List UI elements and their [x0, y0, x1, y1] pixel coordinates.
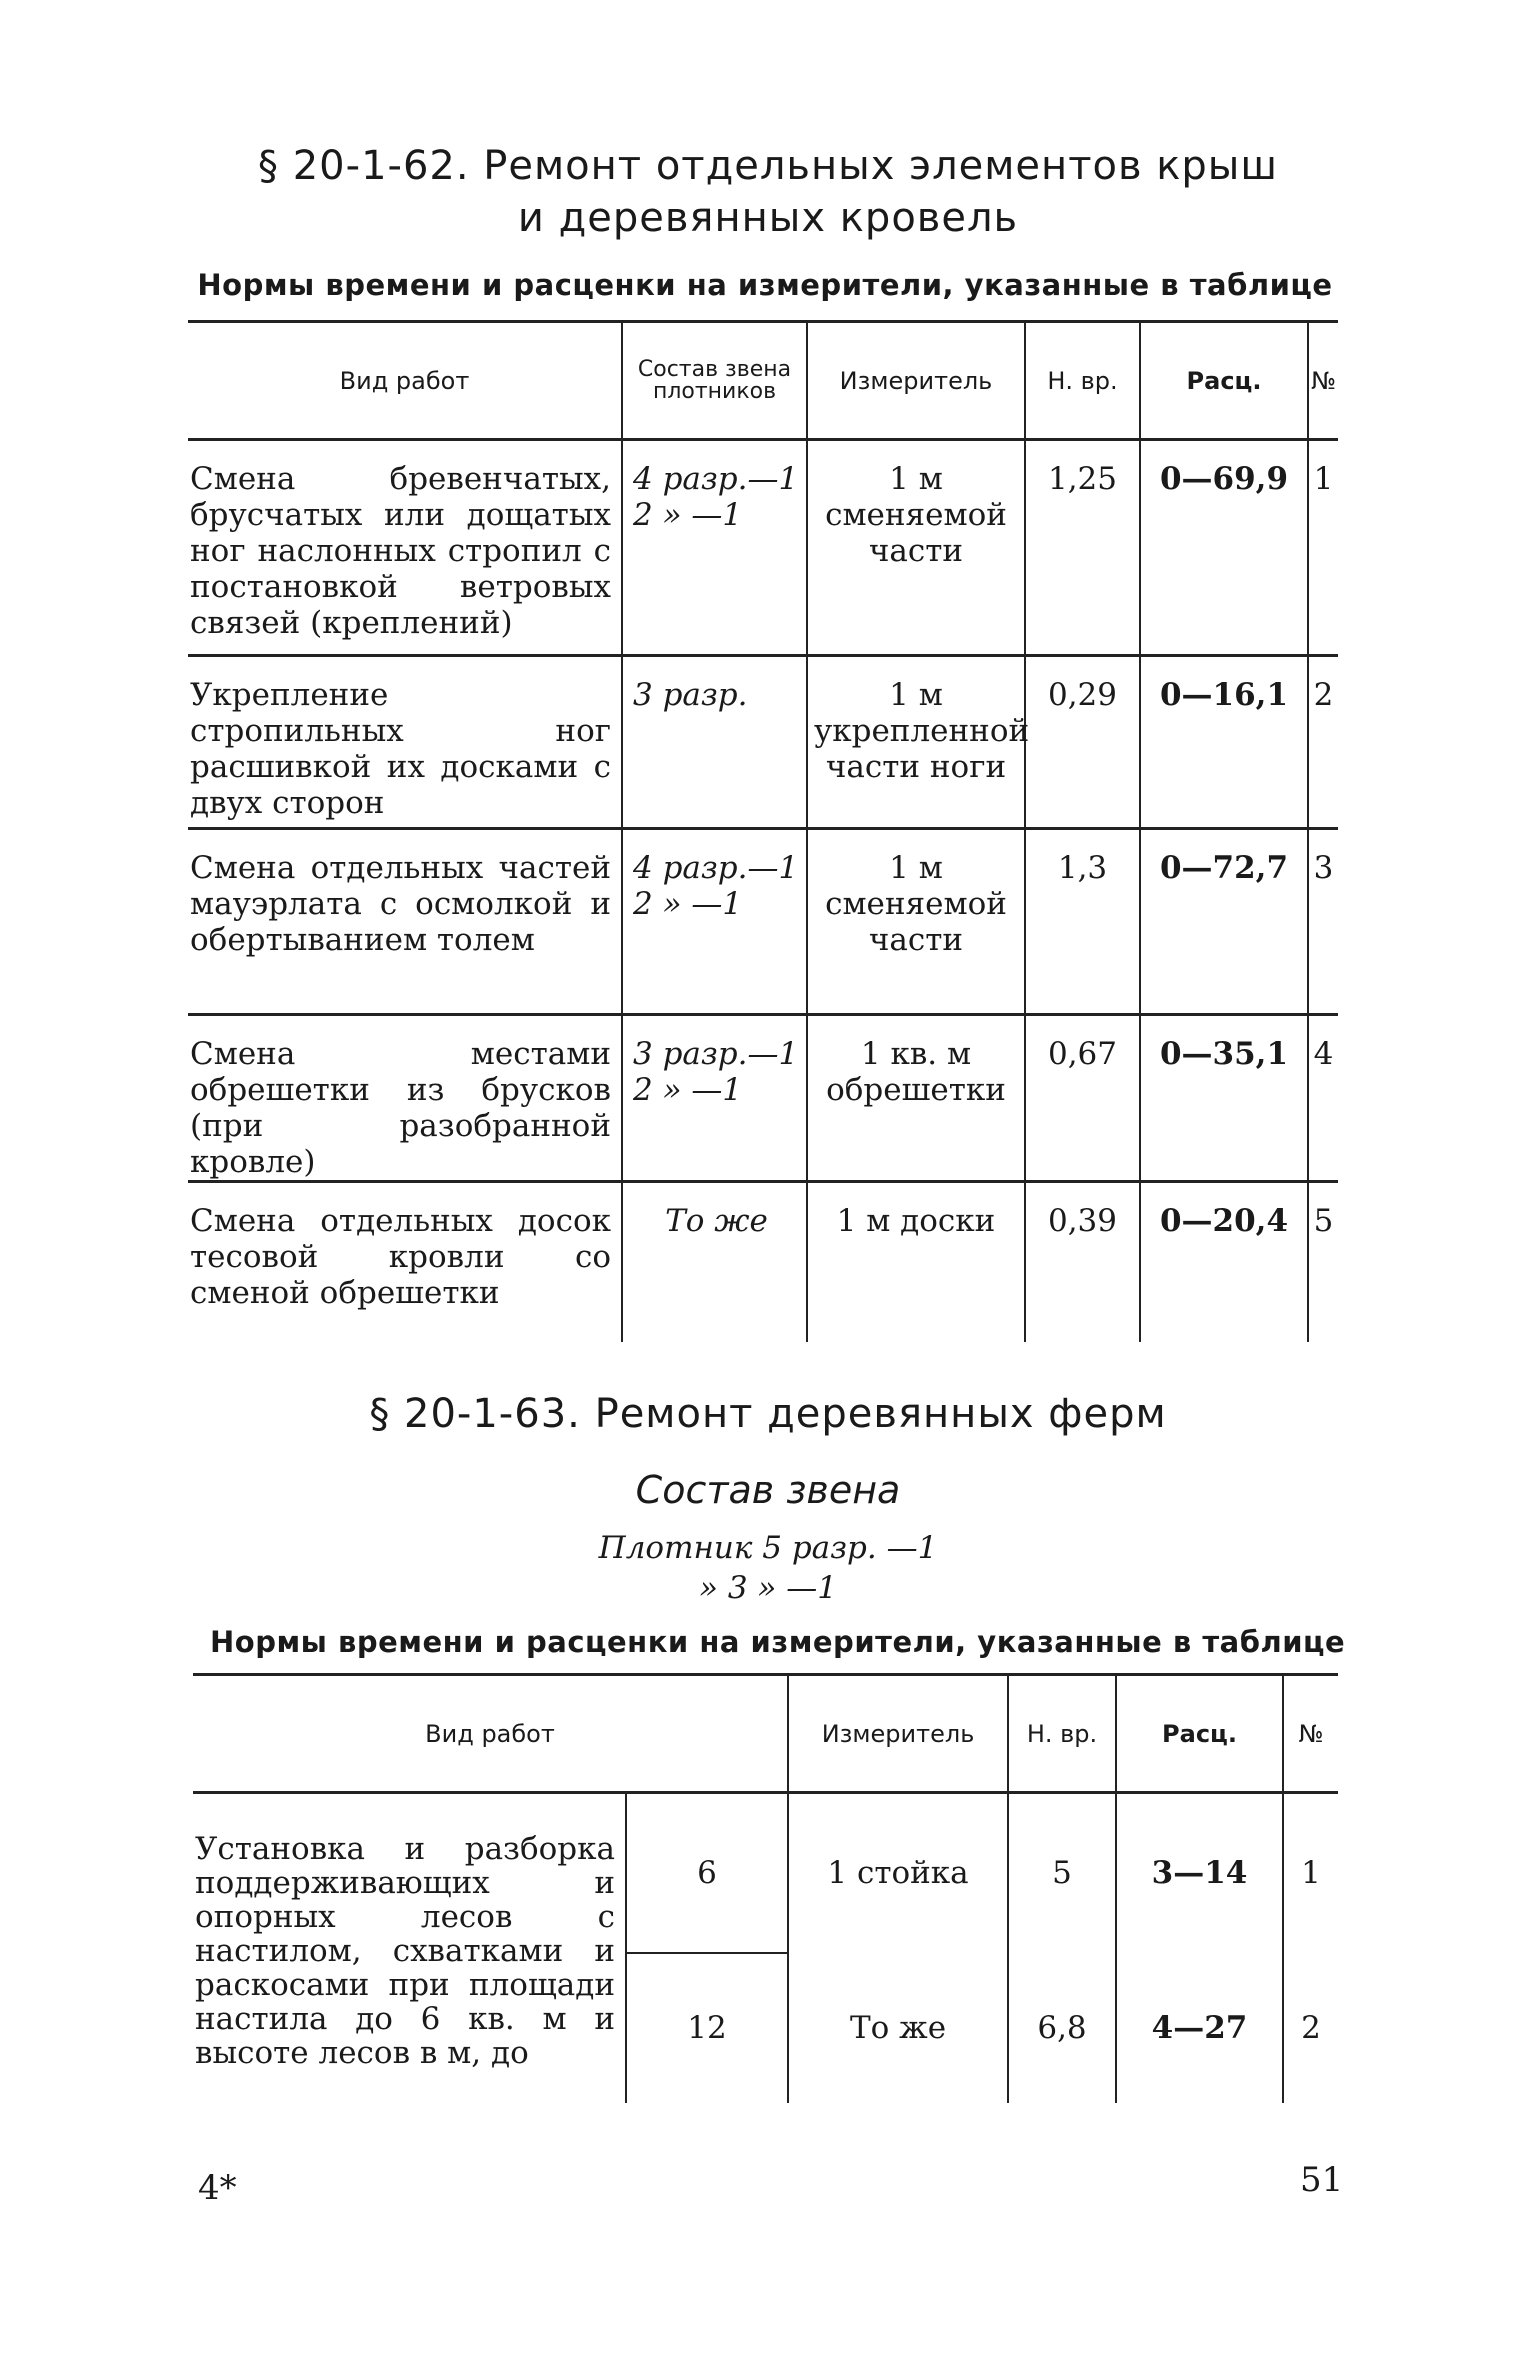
cell-norm: 0,29 — [1025, 656, 1140, 829]
cell-height: 6 — [626, 1793, 788, 1953]
header-measure: Измеритель — [788, 1675, 1008, 1793]
cell-crew: 3 разр.—1 2 » —1 — [622, 1015, 807, 1182]
cell-measure: 1 м сменяемой части — [807, 440, 1025, 656]
cell-num: 2 — [1283, 1953, 1338, 2103]
table-truss-repair — [193, 1673, 1338, 2103]
cell-measure: 1 м сменяемой части — [807, 829, 1025, 1015]
cell-num: 3 — [1308, 829, 1338, 1015]
header-crew: Состав звена плотников — [622, 322, 807, 440]
cell-measure: 1 м укрепленной части ноги — [807, 656, 1025, 829]
crew-heading: Состав звена — [635, 1468, 901, 1512]
section2-title: § 20-1-63. Ремонт деревянных ферм — [369, 1391, 1167, 1437]
header-num: № — [1283, 1675, 1338, 1793]
cell-work: Смена отдельных частей мауэрлата с осмолкой и обертыванием толем — [188, 829, 622, 1015]
cell-crew: 4 разр.—1 2 » —1 — [622, 440, 807, 656]
cell-work: Установка и разборка поддерживающих и опорных лесов с настилом, схватками и раскосами при площади настила до 6 кв. м и высоте лесов в м, до — [193, 1793, 626, 2103]
page-number: 51 — [1300, 2160, 1344, 2200]
header-measure: Измеритель — [807, 322, 1025, 440]
header-num: № — [1308, 322, 1338, 440]
cell-crew: 4 разр.—1 2 » —1 — [622, 829, 807, 1015]
cell-norm: 1,25 — [1025, 440, 1140, 656]
section1-title-line1: § 20-1-62. Ремонт отдельных элементов крыш — [258, 143, 1278, 189]
cell-height: 12 — [626, 1953, 788, 2103]
section2-subtitle: Нормы времени и расценки на измерители, указанные в таблице — [210, 1625, 1346, 1659]
table-roof-repair — [188, 320, 1338, 1342]
cell-work: Смена отдельных досок тесовой кровли со сменой обрешетки — [188, 1182, 622, 1342]
cell-num: 5 — [1308, 1182, 1338, 1342]
cell-measure: То же — [788, 1953, 1008, 2103]
cell-rate: 0—20,4 — [1140, 1182, 1308, 1342]
cell-rate: 4—27 — [1116, 1953, 1283, 2103]
cell-measure: 1 кв. м обрешетки — [807, 1015, 1025, 1182]
crew-line-2: » 3 » —1 — [699, 1570, 837, 1606]
table-row — [188, 829, 1338, 1015]
cell-rate: 3—14 — [1116, 1793, 1283, 1953]
cell-norm: 1,3 — [1025, 829, 1140, 1015]
cell-work: Смена местами обрешетки из брусков (при разобранной кровле) — [188, 1015, 622, 1182]
header-norm: Н. вр. — [1025, 322, 1140, 440]
table-row — [188, 1182, 1338, 1342]
section1-subtitle: Нормы времени и расценки на измерители, указанные в таблице — [197, 268, 1333, 302]
cell-crew: 3 разр. — [622, 656, 807, 829]
header-rate: Расц. — [1116, 1675, 1283, 1793]
crew-line-1: Плотник 5 разр. —1 — [598, 1530, 938, 1566]
section1-title-line2: и деревянных кровель — [517, 195, 1019, 241]
cell-num: 1 — [1308, 440, 1338, 656]
cell-rate: 0—69,9 — [1140, 440, 1308, 656]
table-row — [188, 440, 1338, 656]
table-row — [188, 656, 1338, 829]
cell-measure: 1 м доски — [807, 1182, 1025, 1342]
cell-measure: 1 стойка — [788, 1793, 1008, 1953]
cell-norm: 6,8 — [1008, 1953, 1116, 2103]
header-work: Вид работ — [193, 1675, 788, 1793]
table-row — [188, 1015, 1338, 1182]
header-rate: Расц. — [1140, 322, 1308, 440]
cell-num: 2 — [1308, 656, 1338, 829]
cell-norm: 5 — [1008, 1793, 1116, 1953]
cell-num: 1 — [1283, 1793, 1338, 1953]
table-row — [193, 1793, 1338, 1953]
cell-work: Смена бревенчатых, брусчатых или дощатых ног наслонных стропил с постановкой ветровых связей (креплений) — [188, 440, 622, 656]
cell-norm: 0,67 — [1025, 1015, 1140, 1182]
cell-rate: 0—35,1 — [1140, 1015, 1308, 1182]
cell-work: Укрепление стропильных ног расшивкой их досками с двух сторон — [188, 656, 622, 829]
cell-norm: 0,39 — [1025, 1182, 1140, 1342]
cell-num: 4 — [1308, 1015, 1338, 1182]
header-work: Вид работ — [188, 322, 622, 440]
header-norm: Н. вр. — [1008, 1675, 1116, 1793]
cell-crew: То же — [622, 1182, 807, 1342]
signature-mark: 4* — [198, 2168, 237, 2208]
cell-rate: 0—72,7 — [1140, 829, 1308, 1015]
cell-rate: 0—16,1 — [1140, 656, 1308, 829]
